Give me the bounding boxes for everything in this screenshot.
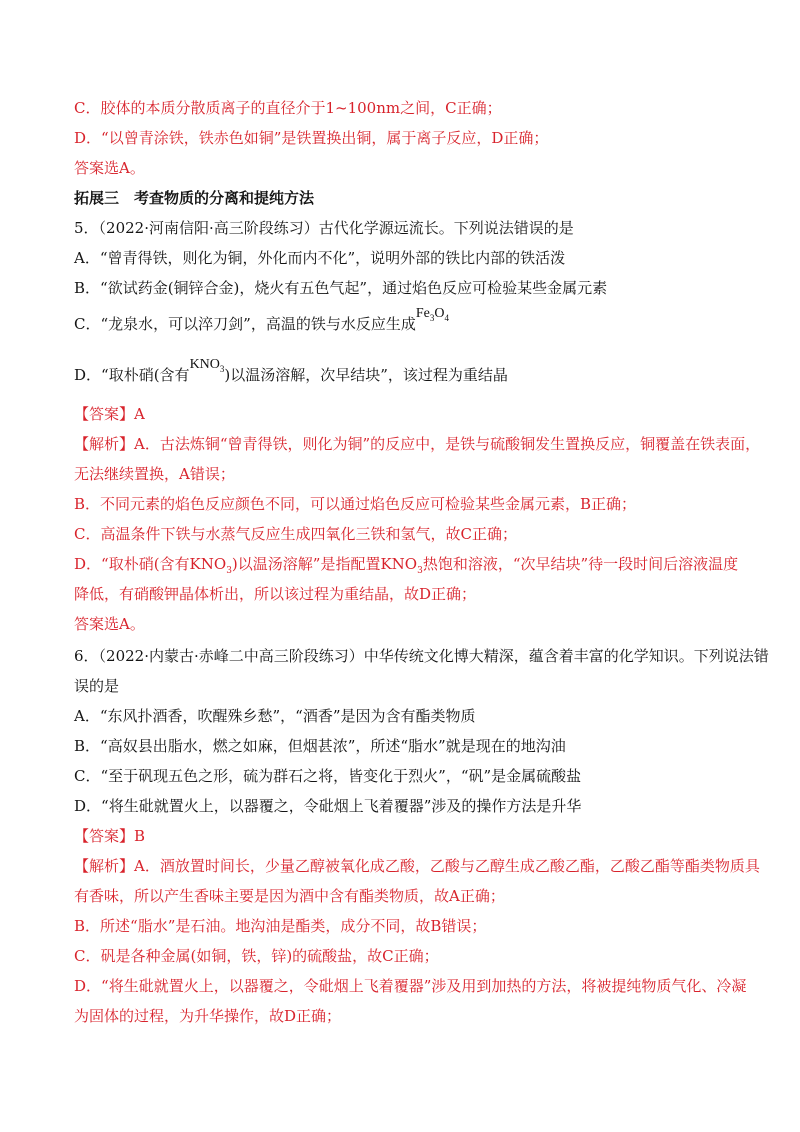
fe3o4-formula: $Fe_3O_4$: [415, 306, 449, 323]
question-6-stem: 6．（2022·内蒙古·赤峰二中高三阶段练习）中华传统文化博大精深，蕴含着丰富的化学知识。下列说法错: [74, 647, 769, 665]
question-6-option-a: A．“东风扑酒香，吹醒殊乡愁”，“酒香”是因为含有酯类物质: [74, 707, 476, 725]
question-5-explanation-a: 【解析】A．古法炼铜“曾青得铁，则化为铜”的反应中，是铁与硫酸铜发生置换反应，铜覆盖在铁表面，: [74, 435, 761, 453]
question-5-answer: 【答案】A: [74, 405, 145, 423]
question-5-explanation-c: C．高温条件下铁与水蒸气反应生成四氧化三铁和氢气，故C正确；: [74, 525, 517, 543]
question-5-option-d: D．“取朴硝(含有$KNO_3$)以温汤溶解，次早结块”，该过程为重结晶: [74, 357, 508, 384]
kno3-formula: $KNO_3$: [189, 357, 225, 374]
question-5-explanation-d-cont: 降低，有硝酸钾晶体析出，所以该过程为重结晶，故D正确；: [74, 585, 477, 603]
option-c-explanation: C．胶体的本质分散质离子的直径介于1~100nm之间，C正确；: [74, 99, 502, 117]
question-5-explanation-a-cont: 无法继续置换，A错误；: [74, 465, 235, 483]
question-5-stem: 5．（2022·河南信阳·高三阶段练习）古代化学源远流长。下列说法错误的是: [74, 219, 574, 237]
question-6-explanation-a: 【解析】A．酒放置时间长，少量乙醇被氧化成乙酸，乙酸与乙醇生成乙酸乙酯，乙酸乙酯等酯类物质具: [74, 857, 760, 875]
question-5-explanation-d: D．“取朴硝(含有$KNO_3$)以温汤溶解”是指配置$KNO_3$热饱和溶液，“次早结块”待一段时间后溶液温度: [74, 555, 739, 576]
question-6-stem-cont: 误的是: [74, 677, 120, 695]
question-6-option-b: B．“高奴县出脂水，燃之如麻，但烟甚浓”，所述“脂水”就是现在的地沟油: [74, 737, 566, 755]
question-6-explanation-b: B．所述“脂水”是石油。地沟油是酯类，成分不同，故B错误；: [74, 917, 487, 935]
question-6-answer: 【答案】B: [74, 827, 146, 845]
section-heading: 拓展三 考查物质的分离和提纯方法: [74, 189, 315, 207]
question-6-option-c: C．“至于矾现五色之形，硫为群石之将，皆变化于烈火”，“矾”是金属硫酸盐: [74, 767, 582, 785]
question-5-option-c: [74, 306, 449, 336]
question-5-option-b: B．“欲试药金(铜锌合金)，烧火有五色气起”，通过焰色反应可检验某些金属元素: [74, 279, 608, 297]
question-5-option-a: A．“曾青得铁，则化为铜，外化而内不化”，说明外部的铁比内部的铁活泼: [74, 249, 566, 267]
question-6-explanation-a-cont: 有香味，所以产生香味主要是因为酒中含有酯类物质，故A正确；: [74, 887, 505, 905]
question-6-explanation-d: D．“将生砒就置火上，以器覆之，令砒烟上飞着覆器”涉及用到加热的方法，将被提纯物质气化、冷凝: [74, 977, 747, 995]
question-6-option-d: D．“将生砒就置火上，以器覆之，令砒烟上飞着覆器”涉及的操作方法是升华: [74, 797, 582, 815]
answer-line: 答案选A。: [74, 159, 145, 177]
option-c-text: C．“龙泉水，可以淬刀剑”，高温的铁与水反应生成: [74, 315, 416, 333]
question-6-explanation-d-cont: 为固体的过程，为升华操作，故D正确；: [74, 1007, 342, 1025]
question-6-explanation-c: C．矾是各种金属(如铜，铁，锌)的硫酸盐，故C正确；: [74, 947, 439, 965]
option-d-explanation: D．“以曾青涂铁，铁赤色如铜”是铁置换出铜，属于离子反应，D正确；: [74, 129, 549, 147]
question-5-explanation-b: B．不同元素的焰色反应颜色不同，可以通过焰色反应可检验某些金属元素，B正确；: [74, 495, 637, 513]
question-5-final-answer: 答案选A。: [74, 615, 145, 633]
